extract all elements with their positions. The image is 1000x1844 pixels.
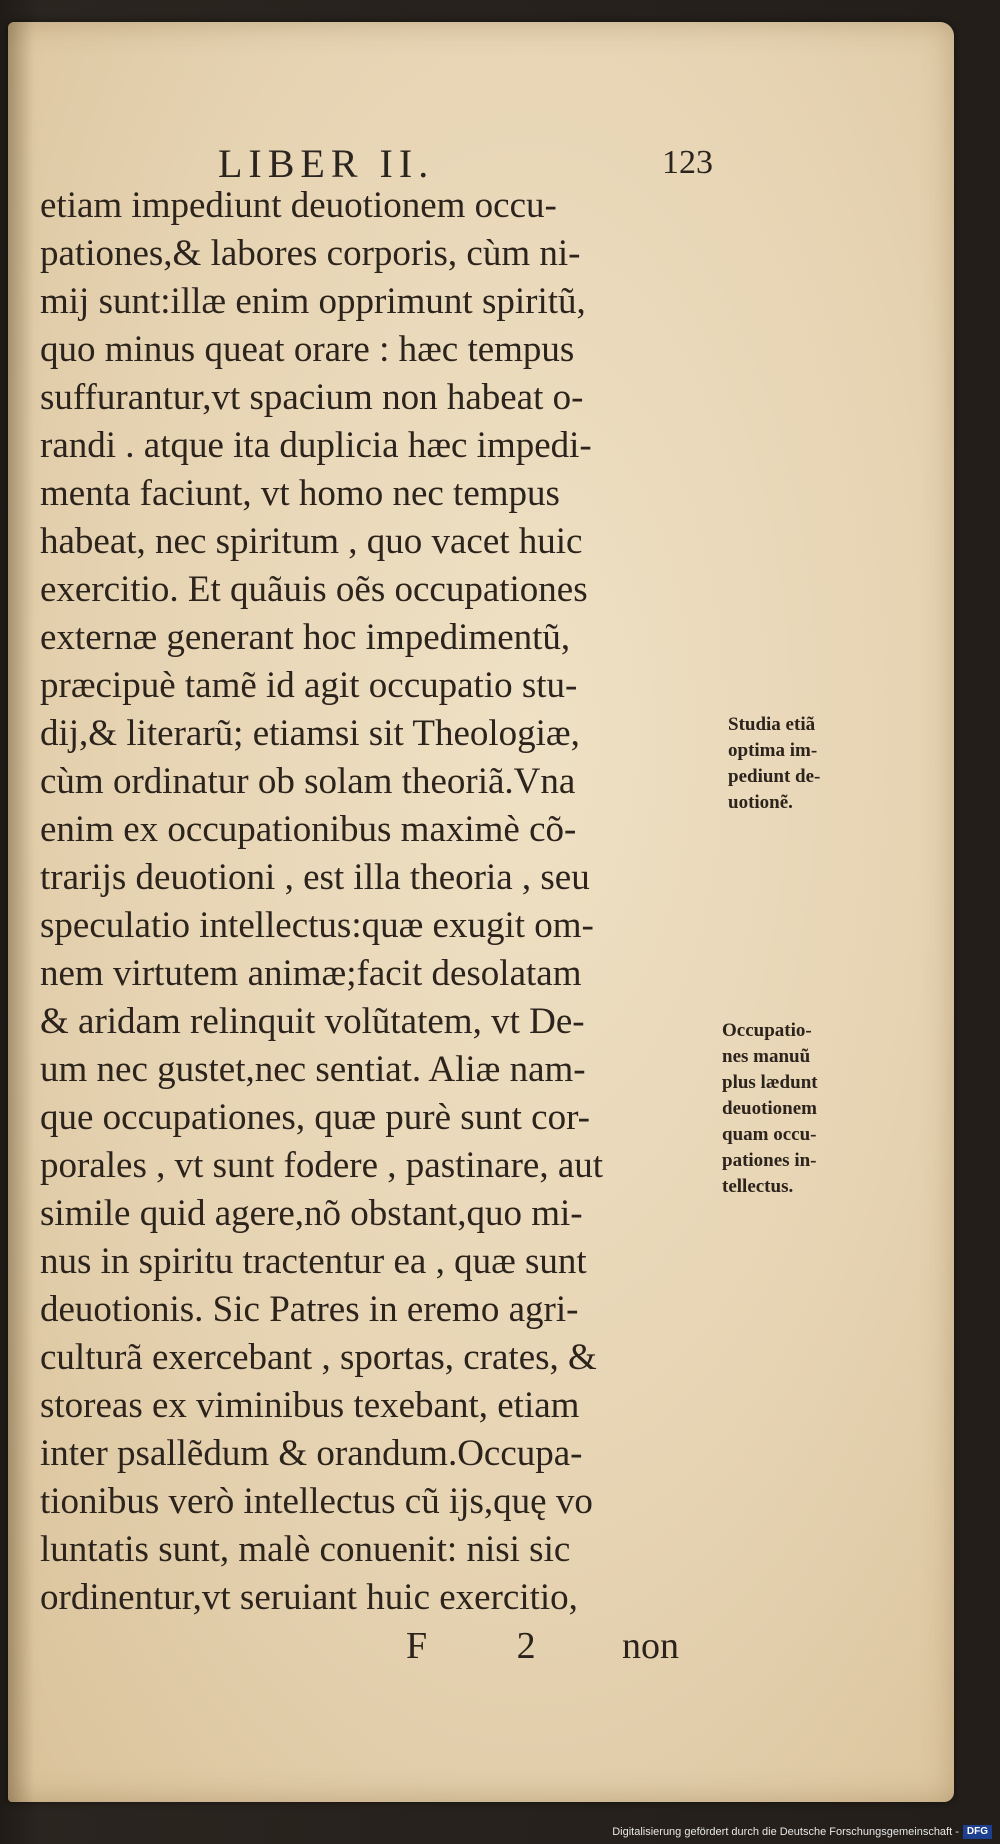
text-line: nus in spiritu tractentur ea , quæ sunt — [40, 1241, 587, 1282]
marginal-note-line: nes manuũ — [722, 1046, 811, 1067]
book-page — [8, 22, 954, 1802]
text-line: trarijs deuotioni , est illa theoria , seu — [40, 857, 590, 898]
marginal-note-line: uotionẽ. — [728, 792, 793, 813]
body-text — [40, 182, 720, 1622]
text-line: luntatis sunt, malè conuenit: nisi sic — [40, 1529, 571, 1570]
catchword: non — [622, 1625, 679, 1667]
text-line: deuotionis. Sic Patres in eremo agri- — [40, 1289, 579, 1330]
text-line: etiam impediunt deuotionem occu- — [40, 185, 557, 226]
text-line: enim ex occupationibus maximè cõ- — [40, 809, 577, 850]
marginal-note-line: optima im- — [728, 740, 818, 761]
text-line: suffurantur,vt spacium non habeat o- — [40, 377, 584, 418]
text-line: storeas ex viminibus texebant, etiam — [40, 1385, 580, 1426]
running-title: LIBER II. — [218, 141, 435, 186]
text-line: nem virtutem animæ;facit desolatam — [40, 953, 582, 994]
marginal-note-line: tellectus. — [722, 1176, 794, 1197]
marginal-note-line: Occupatio- — [722, 1020, 812, 1041]
digitization-credit — [560, 1822, 992, 1842]
text-line: inter psallẽdum & orandum.Occupa- — [40, 1433, 583, 1474]
marginal-note-line: pediunt de- — [728, 766, 821, 787]
page-number: 123 — [662, 144, 713, 181]
running-head — [8, 140, 954, 186]
signature-mark: F 2 — [406, 1625, 576, 1667]
text-line: simile quid agere,nõ obstant,quo mi- — [40, 1193, 583, 1234]
text-line: randi . atque ita duplicia hæc impedi- — [40, 425, 592, 466]
text-line: tionibus verò intellectus cũ ijs,quę vo — [40, 1481, 593, 1522]
text-line: præcipuè tamẽ id agit occupatio stu- — [40, 665, 578, 706]
text-line: mij sunt:illæ enim opprimunt spiritũ, — [40, 281, 586, 322]
text-line: culturã exercebant , sportas, crates, & — [40, 1337, 597, 1378]
marginal-note-studies — [728, 712, 820, 816]
text-line: externæ generant hoc impedimentũ, — [40, 617, 571, 658]
dfg-logo-badge: DFG — [963, 1825, 992, 1839]
text-line: speculatio intellectus:quæ exugit om- — [40, 905, 594, 946]
marginal-note-line: plus lædunt — [722, 1072, 818, 1093]
text-line: cùm ordinatur ob solam theoriã.Vna — [40, 761, 576, 802]
text-line: quo minus queat orare : hæc tempus — [40, 329, 575, 370]
text-line: pationes,& labores corporis, cùm ni- — [40, 233, 581, 274]
credit-text: Digitalisierung gefördert durch die Deutsche Forschungsgemeinschaft - — [612, 1826, 959, 1838]
marginal-note-line: Studia etiã — [728, 714, 816, 735]
marginal-note-occupations — [722, 1018, 818, 1200]
text-line: habeat, nec spiritum , quo vacet huic — [40, 521, 583, 562]
text-line: porales , vt sunt fodere , pastinare, aut — [40, 1145, 604, 1186]
text-line: que occupationes, quæ purè sunt cor- — [40, 1097, 590, 1138]
text-line: um nec gustet,nec sentiat. Aliæ nam- — [40, 1049, 586, 1090]
catchline — [8, 1624, 954, 1674]
text-line: exercitio. Et quãuis oẽs occupationes — [40, 569, 588, 610]
text-line: ordinentur,vt seruiant huic exercitio, — [40, 1577, 578, 1618]
marginal-note-line: quam occu- — [722, 1124, 817, 1145]
marginal-note-line: deuotionem — [722, 1098, 817, 1119]
text-line: menta faciunt, vt homo nec tempus — [40, 473, 560, 514]
text-line: dij,& literarũ; etiamsi sit Theologiæ, — [40, 713, 580, 754]
marginal-note-line: pationes in- — [722, 1150, 817, 1171]
text-line: & aridam relinquit volũtatem, vt De- — [40, 1001, 585, 1042]
